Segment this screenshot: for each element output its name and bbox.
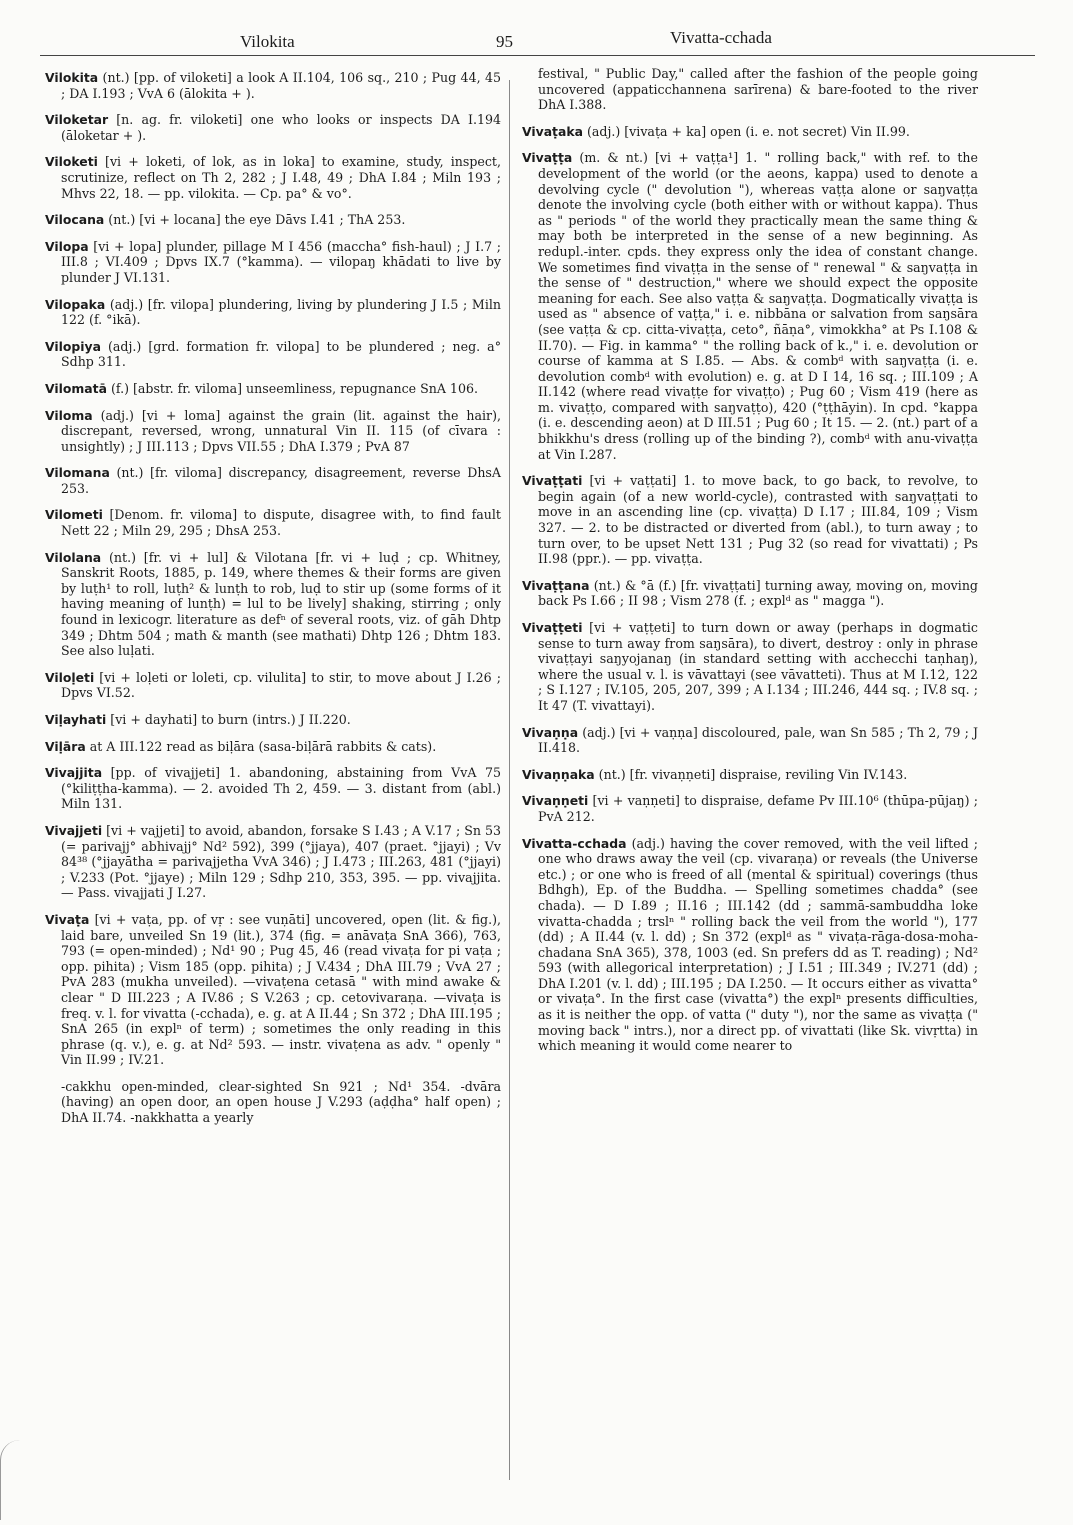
entry-text: [pp. of vivajjeti] 1. abandoning, abstaining from VvA 75 (°kiliṭṭha-kamma). — 2. avoided Th 2, 459. — 3. distant from (abl.) Miln 131. <box>61 765 501 812</box>
headword: Vivaṭṭana <box>522 577 590 593</box>
entry-text: [Denom. fr. viloma] to dispute, disagree with, to find fault Nett 22 ; Miln 29, 295 ; DhsA 253. <box>61 507 501 539</box>
headword: Viloma <box>45 407 93 423</box>
dictionary-entry <box>45 550 501 659</box>
entry-text: [vi + vaṭa, pp. of vṛ : see vuṇāti] uncovered, open (lit. & fig.), laid bare, unveiled Sn 19 (lit.), 374 (fig. = anāvaṭa SnA 366), 763, 793 (= open-minded) ; Nd¹ 90 ; Pug 45, 46 (read vivaṭa for pi vaṭa ; opp. pihita) ; Vism 185 (opp. pihita) ; J V.434 ; DhA III.79 ; VvA 27 ; PvA 283 (mukha unveiled). —vivaṭena cetasā " with mind awake & clear " D III.223 ; A IV.86 ; S V.263 ; cp. cetovivaraṇa. —vivaṭa is freq. v. l. for vivatta (-cchada), e. g. at A II.44 ; Sn 372 ; DhA III.195 ; SnA 265 (in explⁿ of term) ; sometimes the only reading in this phrase (q. v.), e. g. at Nd² 593. — instr. vivaṭena as adv. " openly " Vin II.99 ; IV.21. <box>61 911 501 1068</box>
dictionary-entry <box>522 473 978 567</box>
entry-text: (adj.) [vi + loma] against the grain (lit. against the hair), discrepant, reversed, wrong, unnatural Vin II. 115 (of cīvara : unsightly) ; J III.113 ; Dpvs VII.55 ; DhA I.379 ; PvA 87 <box>61 407 501 454</box>
headword: Vilokita <box>45 70 99 85</box>
dictionary-entry <box>522 767 978 783</box>
entry-text: [vi + dayhati] to burn (intrs.) J II.220. <box>106 712 351 727</box>
headword: Vivaṭṭeti <box>522 620 583 635</box>
headword: Viloḷeti <box>45 669 95 685</box>
dictionary-entry <box>45 297 501 328</box>
dictionary-entry <box>45 823 501 901</box>
entry-text: (m. & nt.) [vi + vaṭṭa¹] 1. " rolling back," with ref. to the development of the world (or the aeons, kappa) used to denote a devolving cycle (" devolution "), whereas vaṭṭa alone or saŋvaṭṭa denote the involving cycle (both either with or without kappa). Thus as " periods " of the world they practically mean the same thing & may both be interpreted in the sense of a new beginning. As redupl.-inter. cpds. they express only the idea of constant change. We sometimes find vivaṭṭa in the sense of " renewal " & saŋvaṭṭa in the sense of " destruction," where we should expect the opposite meaning for each. See also vaṭṭa & saŋvaṭṭa. Dogmatically vivaṭṭa is used as " absence of vaṭṭa," i. e. nibbāna or salvation from saŋsāra (see vaṭṭa & cp. citta-vivaṭṭa, ceto°, ñāṇa°, vimokkha° at Ps I.108 & II.70). — Fig. in kamma° " the rolling back of k.," i. e. devolution or course of kamma at S I.85. — Abs. & combᵈ with saŋvaṭṭa (i. e. devolution combᵈ with evolution) e. g. at D I 14, 16 sq. ; III.109 ; A II.142 (where read vivaṭṭe for vivaṭṭo) ; Pug 60 ; Vism 419 (here as m. vivaṭṭo, compared with saŋvaṭṭo), 420 (°ṭṭhāyin). In cpd. °kappa (i. e. descending aeon) at D III.51 ; Pug 60 ; It 15. — 2. (nt.) part of a bhikkhu's dress (rolling up of the binding ?), combᵈ with anu-vivaṭṭa at Vin I.287. <box>538 150 978 462</box>
column-divider <box>509 80 510 1480</box>
dictionary-entry <box>45 670 501 701</box>
dictionary-entry <box>522 620 978 714</box>
headword: Vilopaka <box>45 296 106 312</box>
entry-text: (adj.) [fr. vilopa] plundering, living by plundering J I.5 ; Miln 122 (f. °ikā). <box>61 296 501 328</box>
header-last-word: Vivatta-cchada <box>670 28 772 47</box>
entry-text: -cakkhu open-minded, clear-sighted Sn 921 ; Nd¹ 354. -dvāra (having) an open door, an open house J V.293 (aḍḍha° half open) ; DhA II.74. -nakkhatta a yearly <box>61 1078 501 1126</box>
entry-text: [n. ag. fr. viloketi] one who looks or inspects DA I.194 (āloketar + ). <box>61 112 501 143</box>
headword: Viḷāra <box>45 738 86 754</box>
dictionary-entry <box>45 70 501 101</box>
headword: Vivaṭa <box>45 911 90 927</box>
entry-text: [vi + vaṭṭeti] to turn down or away (perhaps in dogmatic sense to turn away from saŋsāra), to divert, destroy : only in phrase vivaṭṭayi saŋyojanaŋ (in standard setting with acchecchi taṇhaŋ), where the usual v. l. is vāvattayi (see vāvatteti). Thus at M I.12, 122 ; S I.127 ; IV.105, 205, 207, 399 ; A I.134 ; III.246, 444 sq. ; IV.8 sq. ; It 47 (T. vivattayi). <box>538 620 978 713</box>
margin-mark <box>0 1440 21 1520</box>
dictionary-entry <box>45 239 501 286</box>
headword: Vivaṇṇaka <box>522 766 595 782</box>
right-column <box>522 66 978 1065</box>
headword: Viloketar <box>45 112 109 128</box>
dictionary-entry <box>45 765 501 812</box>
dictionary-entry <box>45 339 501 370</box>
entry-text: [vi + loḷeti or loleti, cp. vilulita] to stir, to move about J I.26 ; Dpvs VI.52. <box>61 669 501 701</box>
left-column <box>45 70 501 1137</box>
headword: Vivaṭṭa <box>522 150 573 166</box>
dictionary-entry <box>45 112 501 143</box>
page-number: 95 <box>496 32 513 51</box>
dictionary-entry <box>522 66 978 113</box>
entry-text: (adj.) [vivaṭa + ka] open (i. e. not secret) Vin II.99. <box>582 123 910 139</box>
headword: Vilopa <box>45 238 89 254</box>
headword: Vivatta-cchada <box>522 835 627 851</box>
dictionary-entry <box>45 912 501 1068</box>
entry-text: (nt.) [fr. viloma] discrepancy, disagreement, reverse DhsA 253. <box>61 465 501 496</box>
entry-text: [vi + lopa] plunder, pillage M I 456 (maccha° fish-haul) ; J I.7 ; III.8 ; VI.409 ; Dpvs IX.7 (°kamma). — vilopaŋ khādati to live by plunder J VI.131. <box>61 238 501 285</box>
entry-text: (nt.) [vi + locana] the eye Dāvs I.41 ; ThA 253. <box>104 212 406 228</box>
entry-text: (nt.) [pp. of viloketi] a look A II.104, 106 sq., 210 ; Pug 44, 45 ; DA I.193 ; VvA 6 (ālokita + ). <box>61 70 501 101</box>
header-rule <box>40 55 1035 56</box>
entry-text: (nt.) [fr. vivaṇṇeti] dispraise, reviling Vin IV.143. <box>594 766 908 782</box>
entry-text: festival, " Public Day," called after the fashion of the people going uncovered (appaticchannena sarīrena) & bare-footed to the river DhA I.388. <box>538 66 978 113</box>
dictionary-entry <box>45 212 501 228</box>
entry-text: (adj.) [grd. formation fr. vilopa] to be plundered ; neg. a° Sdhp 311. <box>61 338 501 370</box>
headword: Vilomana <box>45 465 110 481</box>
entry-text: [vi + vaṇṇeti] to dispraise, defame Pv III.10⁶ (thūpa-pūjaŋ) ; PvA 212. <box>538 793 978 824</box>
headword: Vilomatā <box>45 380 107 396</box>
dictionary-entry <box>45 739 501 755</box>
headword: Vivaṭṭati <box>522 473 583 489</box>
entry-text: (adj.) having the cover removed, with the veil lifted ; one who draws away the veil (cp. vivaraṇa) or reveals (the Universe etc.) ; or one who is freed of all (mental & spiritual) coverings (thus Bdhgh), Ep. of the Buddha. — Spelling sometimes chadda° (see chada). — D I.89 ; II.16 ; III.142 (dd ; sammā-sambuddha loke vivatta-chadda ; trslⁿ " rolling back the veil from the world "), 177 (dd) ; A II.44 (v. l. dd) ; Sn 372 (explᵈ as " vivaṭa-rāga-dosa-moha-chadana SnA 365), 378, 1003 (ed. Sn prefers dd as T. reading) ; Nd² 593 (with allegorical interpretation) ; J I.51 ; III.349 ; IV.271 (dd) ; DhA I.201 (v. l. dd) ; III.195 ; DA I.250. — It occurs either as vivatta° or vivaṭa°. In the first case (vivatta°) the explⁿ presents difficulties, as it is neither the opp. of vatta (" duty "), nor the same as vivaṭṭa (" moving back " intrs.), nor a direct pp. of vivattati (like Sk. vivṛtta) in which meaning it would come nearer to <box>538 835 978 1054</box>
dictionary-entry <box>522 725 978 756</box>
dictionary-entry <box>45 154 501 201</box>
headword: Vivajjita <box>45 765 103 781</box>
dictionary-entry <box>522 150 978 462</box>
headword: Vivaṭaka <box>522 123 583 139</box>
header-first-word: Vilokita <box>240 32 295 51</box>
dictionary-entry <box>45 1079 501 1126</box>
entry-text: [vi + vaṭṭati] 1. to move back, to go back, to revolve, to begin again (of a new world-cycle), contrasted with saŋvaṭṭati to move in an ascending line (cp. vivaṭṭa) D I.17 ; III.84, 109 ; Vism 327. — 2. to be distracted or diverted from (abl.), to turn away ; to turn over, to be upset Nett 131 ; Pug 32 (so read for vivattati) ; Ps II.98 (ppr.). — pp. vivaṭṭa. <box>538 473 978 567</box>
headword: Vivaṇṇeti <box>522 793 589 809</box>
dictionary-entry <box>45 465 501 496</box>
entry-text: [vi + vajjeti] to avoid, abandon, forsake S I.43 ; A V.17 ; Sn 53 (= parivajj° abhivajj° Nd² 592), 399 (°jjaya), 407 (praet. °jjayi) ; Vv 84³⁸ (°jjayātha = parivajjetha VvA 346) ; J I.473 ; III.263, 481 (°jjayi) ; V.233 (Pot. °jjaye) ; Miln 129 ; Sdhp 210, 353, 395. — pp. vivajjita. — Pass. vivajjati J I.27. <box>61 822 501 901</box>
headword: Vilopiya <box>45 338 101 354</box>
dictionary-entry <box>45 381 501 397</box>
headword: Vilocana <box>45 212 105 228</box>
entry-text: [vi + loketi, of lok, as in loka] to examine, study, inspect, scrutinize, reflect on Th 2, 282 ; J I.48, 49 ; DhA I.84 ; Miln 193 ; Mhvs 22, 18. — pp. vilokita. — Cp. pa° & vo°. <box>61 154 501 201</box>
page-header <box>40 28 1040 58</box>
headword: Viloketi <box>45 154 98 170</box>
entry-text: (adj.) [vi + vaṇṇa] discoloured, pale, wan Sn 585 ; Th 2, 79 ; J II.418. <box>538 724 978 756</box>
dictionary-entry <box>522 793 978 824</box>
entry-text: (nt.) [fr. vi + lul] & Vilotana [fr. vi + luḍ ; cp. Whitney, Sanskrit Roots, 1885, p. 149, where themes & their forms are given by luṭh¹ to roll, luṭh² & lunṭh to rob, luḍ to stir up (some forms of it having meaning of lunṭh) = lul to be lively] shaking, stirring ; only found in lexicogr. literature as defⁿ of several roots, viz. of gāh Dhtp 349 ; Dhtm 504 ; math & manth (see mathati) Dhtp 126 ; Dhtm 183. See also luḷati. <box>61 549 501 659</box>
headword: Vilometi <box>45 507 103 523</box>
entry-text: at A III.122 read as biḷāra (sasa-biḷārā rabbits & cats). <box>85 738 437 754</box>
dictionary-entry <box>522 836 978 1054</box>
headword: Vilolana <box>45 549 102 565</box>
entry-text: (f.) [abstr. fr. viloma] unseemliness, repugnance SnA 106. <box>106 380 478 396</box>
headword: Vivajjeti <box>45 822 103 838</box>
dictionary-entry <box>45 507 501 538</box>
entry-text: (nt.) & °ā (f.) [fr. vivaṭṭati] turning away, moving on, moving back Ps I.66 ; II 98 ; Vism 278 (f. ; explᵈ as " magga "). <box>538 577 978 609</box>
dictionary-entry <box>45 408 501 455</box>
dictionary-entry <box>522 578 978 609</box>
headword: Vivaṇṇa <box>522 724 579 740</box>
dictionary-entry <box>45 712 501 728</box>
dictionary-entry <box>522 124 978 140</box>
headword: Viḷayhati <box>45 712 107 727</box>
